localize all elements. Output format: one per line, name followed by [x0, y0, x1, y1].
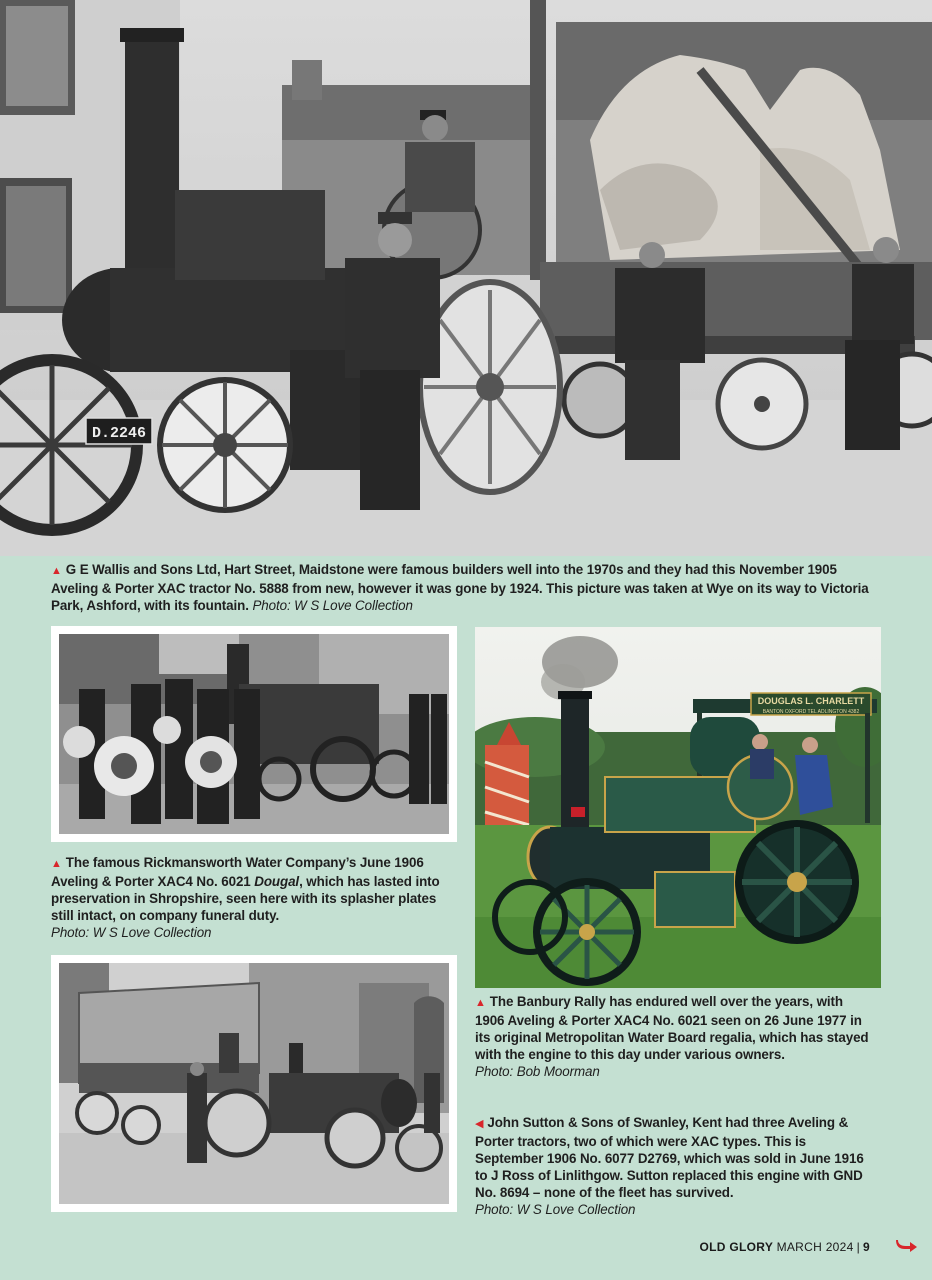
- pointer-up-icon: ▲: [51, 858, 62, 870]
- page-footer: [700, 1240, 870, 1254]
- banbury-photo: [475, 627, 881, 988]
- engine-name: Dougal: [254, 874, 300, 889]
- curved-arrow-icon[interactable]: [896, 1236, 918, 1252]
- funeral-caption-text-after: , which has lasted into preservation in Shropshire, seen here with its splasher plates still intact, on company funeral duty.: [51, 874, 440, 923]
- sutton-photo: [51, 955, 457, 1212]
- footer-separator: |: [856, 1240, 861, 1254]
- main-photo: [0, 0, 932, 556]
- funeral-caption-text-before: The famous Rickmansworth Water Company’s June 1906 Aveling & Porter XAC4 No. 6021: [51, 855, 424, 889]
- sutton-caption-credit: Photo: W S Love Collection: [475, 1202, 636, 1217]
- banbury-caption: [475, 993, 875, 1080]
- funeral-caption-credit: Photo: W S Love Collection: [51, 925, 212, 940]
- sutton-caption: [475, 1114, 875, 1218]
- pointer-left-icon: ◀: [475, 1118, 484, 1130]
- sutton-caption-text: John Sutton & Sons of Swanley, Kent had three Aveling & Porter tractors, two of which were XAC types. This is September 1906 No. 6077 D2769, which was sold in June 1916 to J Ross of Linlithgow. Sutton replaced this engine with GND No. 8694 – none of the fleet has survived.: [475, 1115, 864, 1200]
- banbury-caption-credit: Photo: Bob Moorman: [475, 1064, 600, 1079]
- main-caption-credit: Photo: W S Love Collection: [252, 598, 413, 613]
- funeral-caption: [51, 854, 451, 941]
- banbury-caption-text: The Banbury Rally has endured well over the years, with 1906 Aveling & Porter XAC4 No. 6021 seen on 26 June 1977 in its original Metropolitan Water Board regalia, which has stayed with the engine to this day under various owners.: [475, 994, 869, 1062]
- number-plate-text: D.2246: [91, 425, 147, 442]
- canopy-sign-subtext: BANTON OXFORD TEL ADLINGTON 4382: [762, 709, 860, 715]
- canopy-sign-text: DOUGLAS L. CHARLETT: [757, 696, 865, 706]
- page-number: 9: [863, 1240, 870, 1254]
- magazine-name: OLD GLORY: [699, 1240, 773, 1254]
- issue-date: MARCH 2024: [776, 1240, 854, 1254]
- pointer-up-icon: ▲: [475, 997, 486, 1009]
- main-caption: [51, 561, 886, 614]
- funeral-photo: [51, 626, 457, 842]
- main-caption-text: G E Wallis and Sons Ltd, Hart Street, Maidstone were famous builders well into the 1970s and they had this November 1905 Aveling & Porter XAC tractor No. 5888 from new, however it was gone by 1924. This picture was taken at Wye on its way to Victoria Park, Ashford, with its fountain.: [51, 562, 869, 613]
- pointer-up-icon: ▲: [51, 565, 62, 577]
